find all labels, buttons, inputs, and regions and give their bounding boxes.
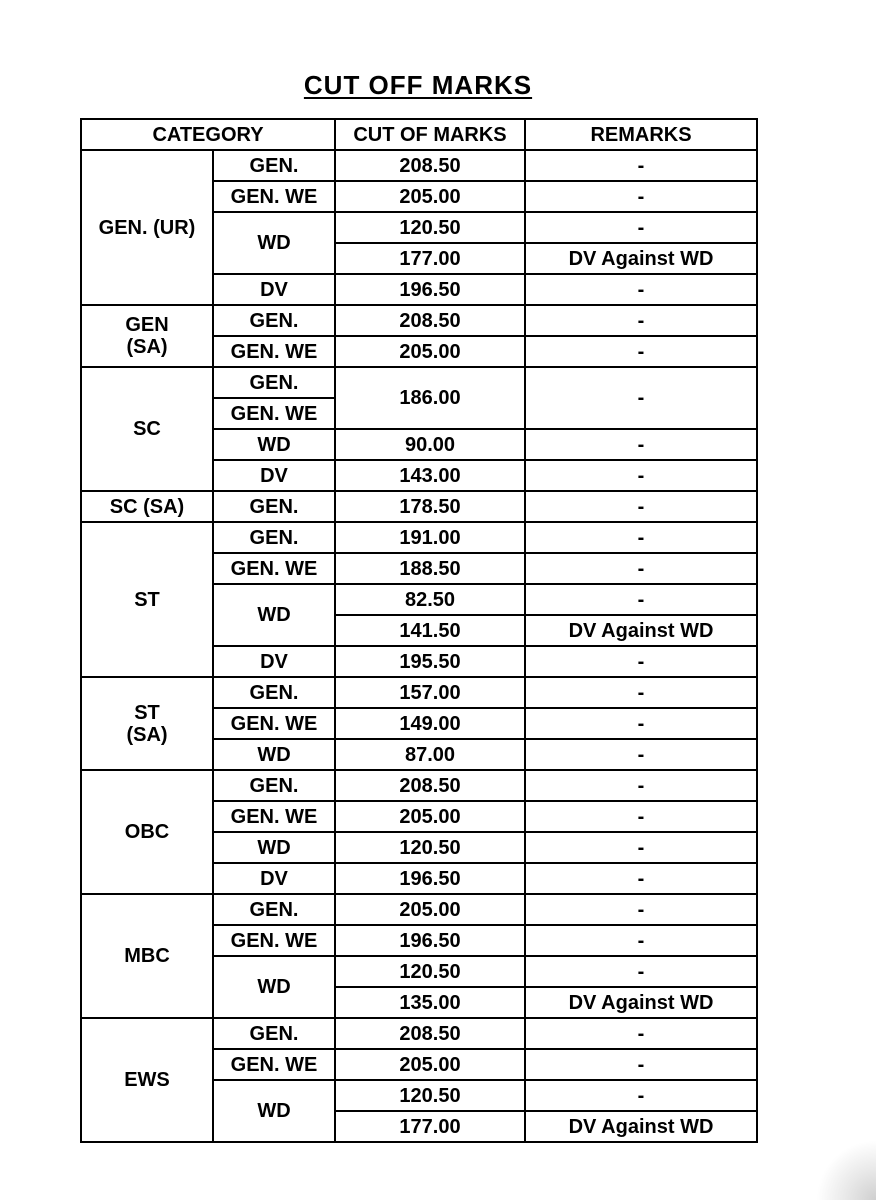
remarks-cell: -: [525, 925, 757, 956]
subcategory-cell: WD: [213, 832, 335, 863]
cut-off-mark-cell: 208.50: [335, 1018, 525, 1049]
cut-off-mark-cell: 196.50: [335, 274, 525, 305]
remarks-cell: -: [525, 584, 757, 615]
remarks-cell: -: [525, 212, 757, 243]
subcategory-cell: GEN.: [213, 894, 335, 925]
subcategory-cell: GEN.: [213, 1018, 335, 1049]
cut-off-mark-cell: 205.00: [335, 894, 525, 925]
subcategory-cell: WD: [213, 1080, 335, 1142]
subcategory-cell: GEN.: [213, 770, 335, 801]
cut-off-mark-cell: 195.50: [335, 646, 525, 677]
remarks-cell: -: [525, 336, 757, 367]
cut-off-mark-cell: 135.00: [335, 987, 525, 1018]
remarks-cell: -: [525, 677, 757, 708]
remarks-cell: -: [525, 894, 757, 925]
cut-off-mark-cell: 186.00: [335, 367, 525, 429]
cut-off-mark-cell: 178.50: [335, 491, 525, 522]
subcategory-cell: DV: [213, 863, 335, 894]
remarks-cell: -: [525, 274, 757, 305]
cut-off-mark-cell: 205.00: [335, 1049, 525, 1080]
header-cut-of-marks: CUT OF MARKS: [335, 119, 525, 150]
remarks-cell: -: [525, 1018, 757, 1049]
cut-off-mark-cell: 120.50: [335, 832, 525, 863]
subcategory-cell: WD: [213, 584, 335, 646]
remarks-cell: -: [525, 770, 757, 801]
cut-off-mark-cell: 196.50: [335, 925, 525, 956]
table-body: [81, 150, 757, 1142]
subcategory-cell: GEN. WE: [213, 553, 335, 584]
cut-off-mark-cell: 191.00: [335, 522, 525, 553]
cut-off-mark-cell: 196.50: [335, 863, 525, 894]
subcategory-cell: GEN. WE: [213, 398, 335, 429]
remarks-cell: -: [525, 181, 757, 212]
remarks-cell: DV Against WD: [525, 243, 757, 274]
cut-off-mark-cell: 208.50: [335, 150, 525, 181]
cut-off-mark-cell: 205.00: [335, 181, 525, 212]
cut-off-mark-cell: 205.00: [335, 336, 525, 367]
subcategory-cell: GEN. WE: [213, 708, 335, 739]
subcategory-cell: WD: [213, 212, 335, 274]
subcategory-cell: DV: [213, 646, 335, 677]
remarks-cell: -: [525, 491, 757, 522]
cut-off-marks-table: [80, 118, 758, 1143]
remarks-cell: -: [525, 553, 757, 584]
cut-off-mark-cell: 188.50: [335, 553, 525, 584]
category-cell: EWS: [81, 1018, 213, 1142]
remarks-cell: -: [525, 460, 757, 491]
subcategory-cell: GEN.: [213, 491, 335, 522]
remarks-cell: -: [525, 801, 757, 832]
category-cell: GEN (SA): [81, 305, 213, 367]
remarks-cell: DV Against WD: [525, 987, 757, 1018]
cut-off-mark-cell: 177.00: [335, 1111, 525, 1142]
remarks-cell: -: [525, 956, 757, 987]
remarks-cell: -: [525, 305, 757, 336]
subcategory-cell: GEN.: [213, 522, 335, 553]
header-remarks: REMARKS: [525, 119, 757, 150]
subcategory-cell: WD: [213, 956, 335, 1018]
remarks-cell: -: [525, 429, 757, 460]
category-cell: MBC: [81, 894, 213, 1018]
remarks-cell: DV Against WD: [525, 615, 757, 646]
table-row: [81, 677, 757, 708]
cut-off-mark-cell: 205.00: [335, 801, 525, 832]
remarks-cell: -: [525, 367, 757, 429]
cut-off-mark-cell: 149.00: [335, 708, 525, 739]
subcategory-cell: GEN.: [213, 305, 335, 336]
subcategory-cell: DV: [213, 460, 335, 491]
remarks-cell: -: [525, 522, 757, 553]
category-cell: OBC: [81, 770, 213, 894]
cut-off-mark-cell: 120.50: [335, 1080, 525, 1111]
remarks-cell: -: [525, 863, 757, 894]
remarks-cell: -: [525, 150, 757, 181]
category-cell: SC: [81, 367, 213, 491]
cut-off-mark-cell: 177.00: [335, 243, 525, 274]
table-row: [81, 522, 757, 553]
subcategory-cell: GEN. WE: [213, 925, 335, 956]
subcategory-cell: WD: [213, 739, 335, 770]
cut-off-mark-cell: 157.00: [335, 677, 525, 708]
subcategory-cell: WD: [213, 429, 335, 460]
subcategory-cell: GEN. WE: [213, 1049, 335, 1080]
table-row: [81, 305, 757, 336]
cut-off-mark-cell: 141.50: [335, 615, 525, 646]
table-row: [81, 894, 757, 925]
cut-off-mark-cell: 120.50: [335, 956, 525, 987]
subcategory-cell: GEN.: [213, 367, 335, 398]
subcategory-cell: GEN. WE: [213, 801, 335, 832]
remarks-cell: -: [525, 739, 757, 770]
category-cell: ST (SA): [81, 677, 213, 770]
remarks-cell: -: [525, 832, 757, 863]
subcategory-cell: GEN. WE: [213, 181, 335, 212]
cut-off-mark-cell: 82.50: [335, 584, 525, 615]
cut-off-mark-cell: 87.00: [335, 739, 525, 770]
subcategory-cell: GEN. WE: [213, 336, 335, 367]
category-cell: ST: [81, 522, 213, 677]
page-title: CUT OFF MARKS: [303, 70, 533, 100]
header-category: CATEGORY: [81, 119, 335, 150]
subcategory-cell: DV: [213, 274, 335, 305]
cut-off-mark-cell: 208.50: [335, 305, 525, 336]
table-row: [81, 491, 757, 522]
table-header-row: [81, 119, 757, 150]
remarks-cell: -: [525, 1049, 757, 1080]
subcategory-cell: GEN.: [213, 677, 335, 708]
remarks-cell: DV Against WD: [525, 1111, 757, 1142]
remarks-cell: -: [525, 646, 757, 677]
table-row: [81, 1018, 757, 1049]
category-cell: GEN. (UR): [81, 150, 213, 305]
cut-off-mark-cell: 208.50: [335, 770, 525, 801]
cut-off-mark-cell: 90.00: [335, 429, 525, 460]
category-cell: SC (SA): [81, 491, 213, 522]
subcategory-cell: GEN.: [213, 150, 335, 181]
remarks-cell: -: [525, 708, 757, 739]
cut-off-mark-cell: 143.00: [335, 460, 525, 491]
table-row: [81, 150, 757, 181]
cut-off-mark-cell: 120.50: [335, 212, 525, 243]
table-row: [81, 367, 757, 398]
table-row: [81, 770, 757, 801]
page-corner-shadow: [816, 1140, 876, 1200]
remarks-cell: -: [525, 1080, 757, 1111]
